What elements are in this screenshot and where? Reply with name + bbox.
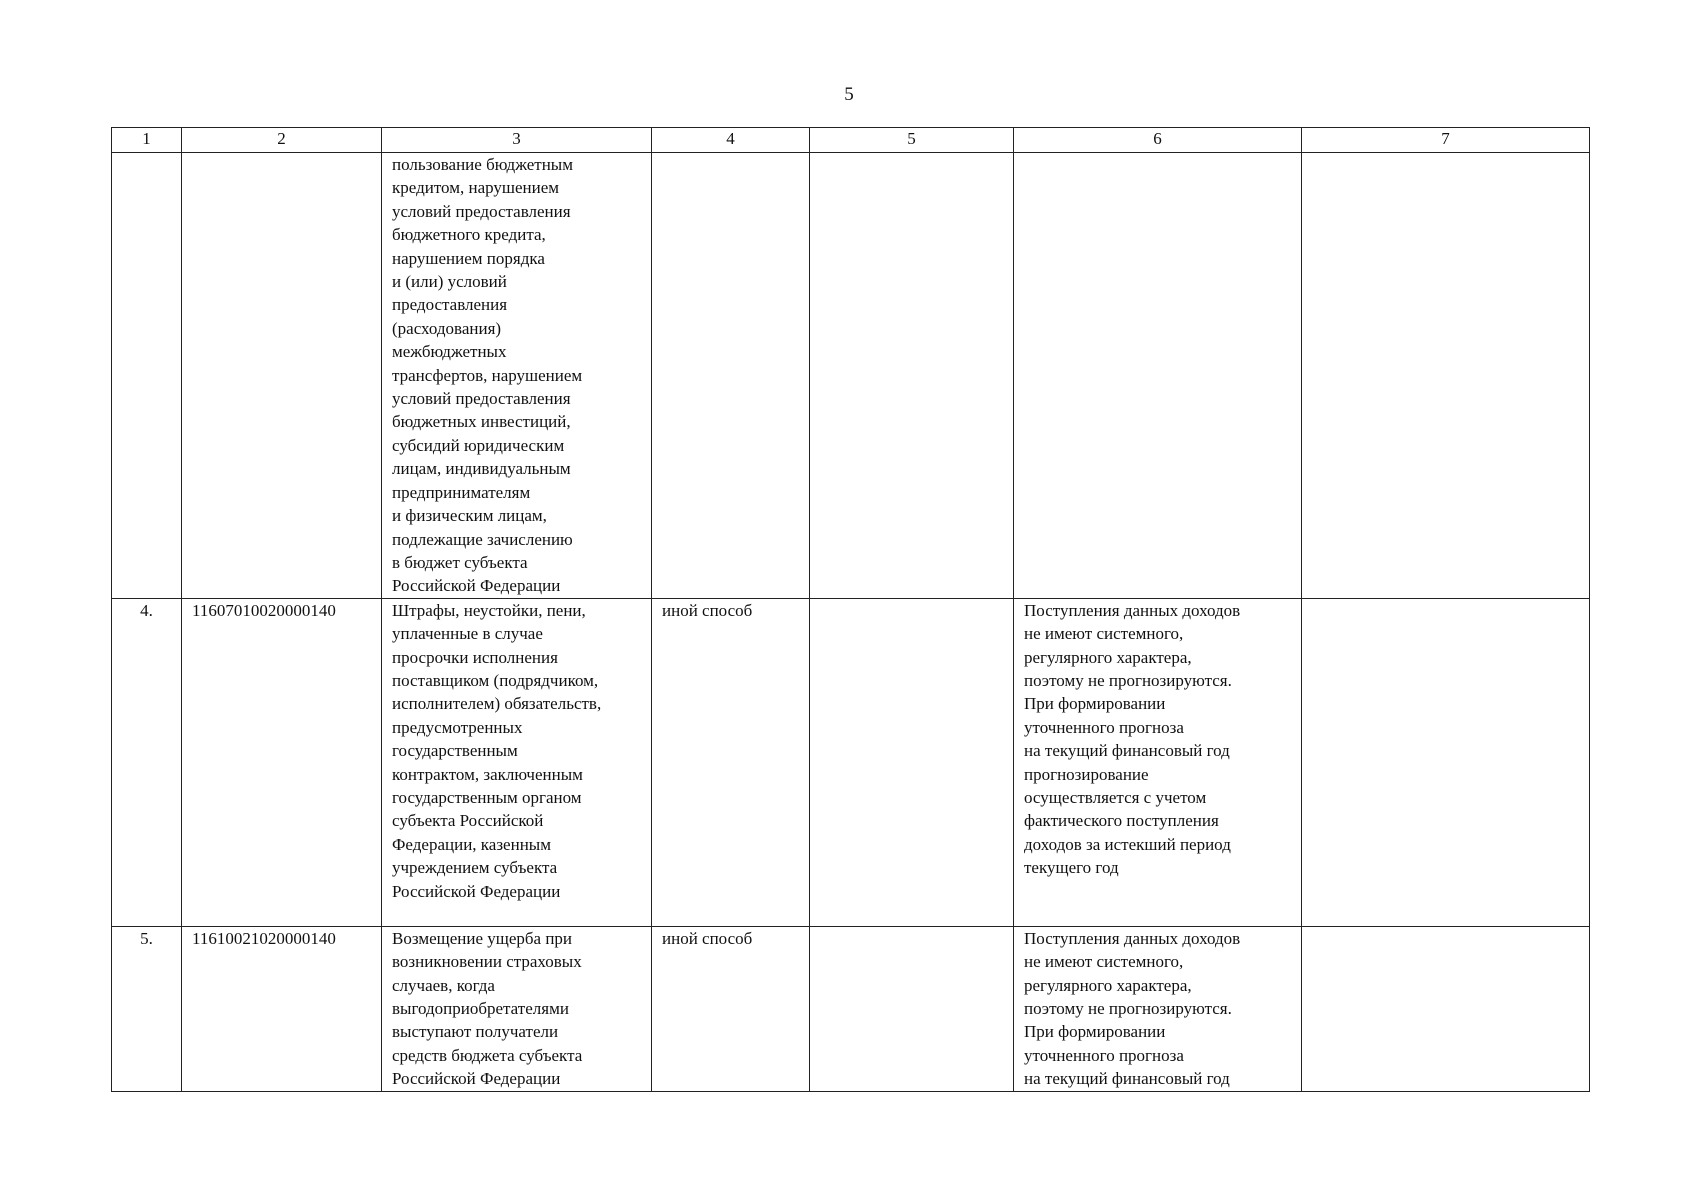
revenue-description-line: условий предоставления [392, 201, 571, 221]
forecast-note-line: регулярного характера, [1024, 975, 1192, 995]
table-row [112, 153, 1590, 599]
row-number-cell [112, 153, 182, 599]
column-header-4: 4 [652, 128, 810, 153]
revenue-description-line: кредитом, нарушением [392, 178, 560, 198]
column-header-6: 6 [1014, 128, 1302, 153]
forecast-note-cell [1014, 926, 1302, 1091]
revenue-description-line: пользование бюджетным [392, 155, 573, 174]
revenue-description-cell [382, 153, 652, 599]
forecast-method-cell [652, 926, 810, 1091]
revenue-description-line: нарушением порядка [392, 248, 545, 268]
forecast-note-cell [1014, 598, 1302, 926]
revenue-description-line: и (или) условий [392, 272, 507, 292]
revenue-description-cell [382, 926, 652, 1091]
forecast-note-line: При формировании [1024, 694, 1166, 714]
revenue-description-line: подлежащие зачислению [392, 529, 573, 549]
classification-code-cell [182, 926, 382, 1091]
column-5-cell [810, 598, 1014, 926]
revenue-description-line: и физическим лицам, [392, 506, 547, 526]
revenue-description-line: выступают получатели [392, 1022, 559, 1042]
column-7-cell [1302, 926, 1590, 1091]
revenue-forecast-table [111, 127, 1590, 1092]
forecast-note-line: текущего год [1024, 858, 1119, 878]
forecast-note-cell [1014, 153, 1302, 599]
forecast-note-line: Поступления данных доходов [1024, 600, 1241, 620]
revenue-description-line: Возмещение ущерба при [392, 928, 573, 948]
revenue-description-line: бюджетного кредита, [392, 225, 546, 245]
forecast-note-line: При формировании [1024, 1022, 1166, 1042]
forecast-note-line: осуществляется с учетом [1024, 787, 1207, 807]
forecast-note-line: на текущий финансовый год [1024, 1069, 1230, 1089]
forecast-note-line: фактического поступления [1024, 811, 1219, 831]
forecast-note-line: регулярного характера, [1024, 647, 1192, 667]
forecast-note-line: уточненного прогноза [1024, 717, 1184, 737]
forecast-method: иной способ [662, 600, 753, 620]
revenue-description-line: межбюджетных [392, 342, 507, 362]
column-5-cell [810, 153, 1014, 599]
revenue-description-line: государственным органом [392, 787, 582, 807]
forecast-method: иной способ [662, 928, 753, 948]
classification-code: 11607010020000140 [192, 600, 336, 620]
column-header-2: 2 [182, 128, 382, 153]
table-row [112, 926, 1590, 1091]
revenue-description-line: Российской Федерации [392, 1069, 561, 1089]
revenue-description-line: случаев, когда [392, 975, 495, 995]
revenue-description-line: контрактом, заключенным [392, 764, 583, 784]
revenue-description-line: просрочки исполнения [392, 647, 558, 667]
page-number: 5 [844, 84, 854, 105]
revenue-description-line: уплаченные в случае [392, 624, 543, 644]
forecast-note-line: уточненного прогноза [1024, 1045, 1184, 1065]
revenue-description-line: государственным [392, 741, 518, 761]
forecast-note-line: прогнозирование [1024, 764, 1149, 784]
revenue-description-line: бюджетных инвестиций, [392, 412, 571, 432]
forecast-note-line: поэтому не прогнозируются. [1024, 670, 1232, 690]
forecast-note-line: доходов за истекший период [1024, 834, 1231, 854]
forecast-note-line: не имеют системного, [1024, 952, 1184, 972]
revenue-description-line: лицам, индивидуальным [392, 459, 571, 479]
row-number-cell [112, 598, 182, 926]
revenue-description-line: Федерации, казенным [392, 834, 551, 854]
revenue-description-line: предоставления [392, 295, 508, 315]
revenue-description-line: предпринимателям [392, 482, 531, 502]
revenue-description-line: трансфертов, нарушением [392, 365, 583, 385]
row-number-cell [112, 926, 182, 1091]
classification-code-cell [182, 598, 382, 926]
table-header-row [112, 128, 1590, 153]
revenue-description-line: Российской Федерации [392, 576, 561, 596]
revenue-description-line: субъекта Российской [392, 811, 544, 831]
revenue-description-line: субсидий юридическим [392, 435, 565, 455]
classification-code-cell [182, 153, 382, 599]
forecast-note-line: Поступления данных доходов [1024, 928, 1241, 948]
revenue-description-line: учреждением субъекта [392, 858, 558, 878]
revenue-description-line: Российской Федерации [392, 881, 561, 901]
forecast-method-cell [652, 598, 810, 926]
revenue-description-line: выгодоприобретателями [392, 998, 569, 1018]
column-header-3: 3 [382, 128, 652, 153]
classification-code: 11610021020000140 [192, 928, 336, 948]
revenue-description-line: в бюджет субъекта [392, 552, 528, 572]
forecast-note-line: поэтому не прогнозируются. [1024, 998, 1232, 1018]
revenue-description-line: предусмотренных [392, 717, 523, 737]
column-header-7: 7 [1302, 128, 1590, 153]
column-7-cell [1302, 153, 1590, 599]
column-header-5: 5 [810, 128, 1014, 153]
column-7-cell [1302, 598, 1590, 926]
table-row [112, 598, 1590, 926]
revenue-description-line: условий предоставления [392, 389, 571, 409]
forecast-note-line: на текущий финансовый год [1024, 741, 1230, 761]
revenue-description-line: (расходования) [392, 318, 502, 338]
column-header-1: 1 [112, 128, 182, 153]
revenue-description-line: исполнителем) обязательств, [392, 694, 602, 714]
row-number: 5. [140, 928, 153, 948]
revenue-description-line: средств бюджета субъекта [392, 1045, 583, 1065]
revenue-description-cell [382, 598, 652, 926]
forecast-note-line: не имеют системного, [1024, 624, 1184, 644]
revenue-description-line: поставщиком (подрядчиком, [392, 670, 599, 690]
revenue-description-line: возникновении страховых [392, 952, 582, 972]
revenue-description-line: Штрафы, неустойки, пени, [392, 600, 586, 620]
row-number: 4. [140, 600, 153, 620]
forecast-method-cell [652, 153, 810, 599]
column-5-cell [810, 926, 1014, 1091]
